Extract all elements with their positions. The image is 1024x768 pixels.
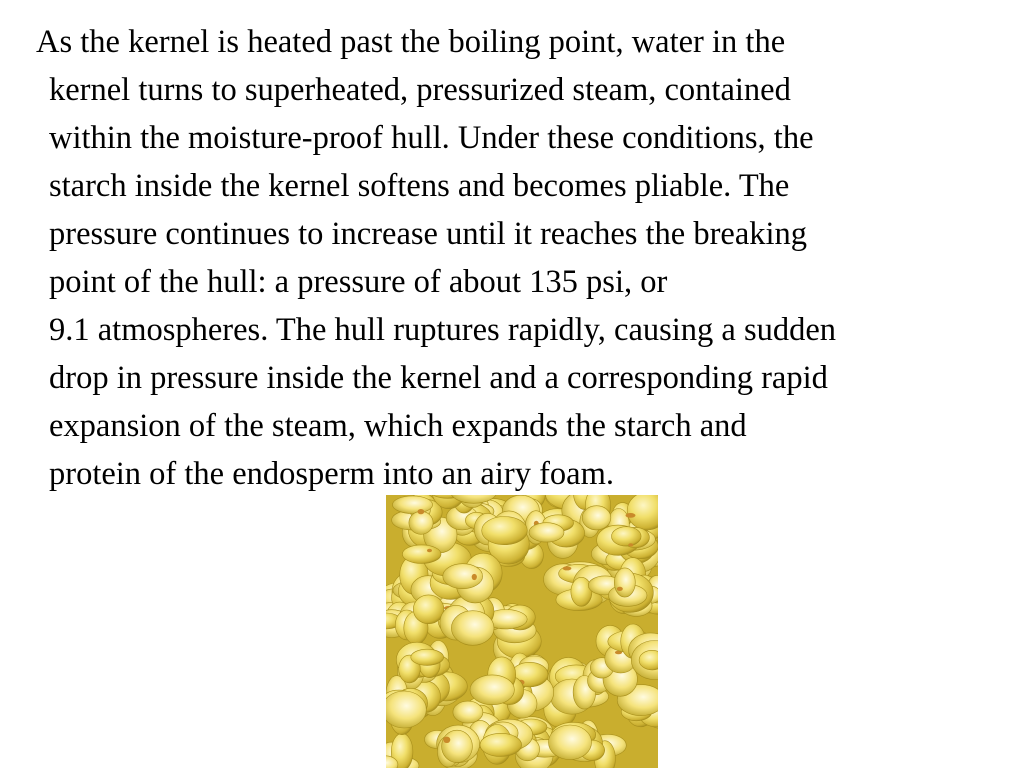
paragraph-line: within the moisture-proof hull. Under these conditions, the (49, 120, 814, 156)
paragraph-line: starch inside the kernel softens and becomes pliable. The (49, 168, 790, 204)
paragraph-line: drop in pressure inside the kernel and a corresponding rapid (49, 360, 828, 396)
paragraph-line: 9.1 atmospheres. The hull ruptures rapidly, causing a sudden (49, 312, 837, 348)
paragraph-line: protein of the endosperm into an airy foam. (49, 456, 614, 492)
paragraph-line: kernel turns to superheated, pressurized steam, contained (49, 72, 791, 108)
popcorn-photo (386, 495, 658, 768)
paragraph-line: expansion of the steam, which expands the starch and (49, 408, 747, 444)
paragraph-line: pressure continues to increase until it reaches the breaking (49, 216, 808, 252)
body-paragraph (36, 18, 1016, 498)
popcorn-illustration (386, 495, 658, 768)
paragraph-line: As the kernel is heated past the boiling point, water in the (36, 24, 786, 60)
paragraph-line: point of the hull: a pressure of about 135 psi, or (49, 264, 668, 300)
